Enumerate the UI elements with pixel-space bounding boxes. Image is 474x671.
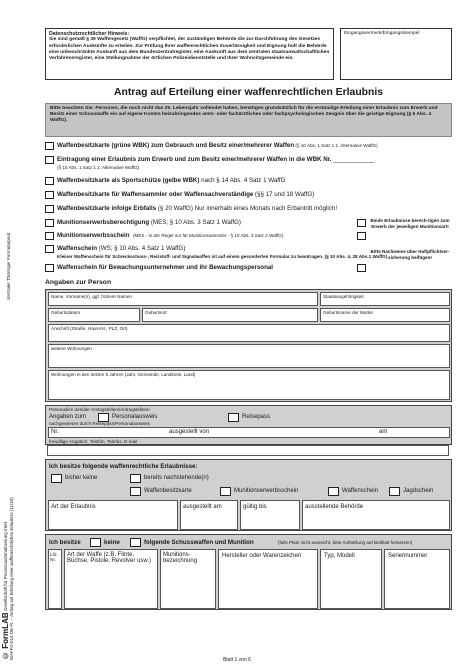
passport-checkbox[interactable] — [228, 413, 239, 422]
document-number-label: Nr. — [51, 429, 59, 435]
previous-residences-field[interactable] — [48, 370, 450, 400]
option-legal-ref: (MES - in der Regel nur für Munitionssammler - § 10 Abs. 3 Satz 2 WaffG) — [133, 233, 284, 238]
weapon-type-col[interactable] — [64, 549, 158, 609]
permit-option-carry-license[interactable] — [45, 245, 387, 260]
permits-section-title: Ich besitze folgende waffenrechtliche Erlaubnisse: — [49, 463, 198, 470]
applicant-header: Personalien des/der Antragstellers/Antragstellerin — [49, 407, 150, 412]
column-header: Lfd. Nr. — [50, 552, 58, 562]
form-id: WAFFG-014-DE-FL – Antrag auf Erteilung einer waffenrechtlichen Erlaubnis (11/10) — [9, 497, 14, 660]
permit-option-ammo-license[interactable] — [45, 232, 283, 240]
valid-until-cell[interactable] — [240, 500, 300, 530]
ammo-designation-col[interactable] — [160, 549, 216, 609]
column-header: ausgestellt am — [183, 504, 222, 510]
option-label: Munitionserwerbsschein — [57, 232, 130, 239]
privacy-notice-body: Sie sind gemäß § 39 Waffengesetz (WaffG) verpflichtet, der zuständigen Behörde die zur Durchführung des Gesetzes erforderlichen Auskünfte zu erteilen. Zur Prüfung Ihrer waffenrechtlichen Zuverlässigkeit und Eignung holt die Behörde eine unbeschränkte Auskunft aus dem Bundeszentralregister, eine Auskunft aus dem zentralen staatsanwaltschaftlichen Verfahrensregister, eine Stellungnahme der örtlichen Polizeidienststelle und Ihrer Wohnsitzgemeinde ein. — [49, 37, 330, 62]
serial-number-col[interactable] — [48, 549, 62, 609]
following-weapons-checkbox[interactable] — [130, 538, 141, 547]
column-header: Art der Waffe (z.B. Flinte, Büchse, Pistole, Revolver usw.) — [67, 552, 152, 564]
id-data-label: Angaben zum — [49, 414, 87, 420]
weapons-title: folgende Schusswaffen und Munition — [144, 539, 254, 546]
option-label: Eintragung einer Erlaubnis zum Erwerb und zum Besitz einer/mehrerer Waffen in die WBK Nr. — [57, 156, 332, 163]
ammo-license-checkbox-right[interactable] — [357, 232, 366, 240]
birth-date-label: Geburtsdatum — [51, 310, 81, 315]
page-number: Blatt 1 von 6 — [223, 657, 251, 663]
issued-by-label: ausgestellt von — [169, 429, 210, 435]
existing-permits-checkbox[interactable] — [130, 474, 141, 483]
no-weapons-checkbox[interactable] — [90, 538, 101, 547]
publisher-company: Gesellschaft für Prozessautomatisierung mbH — [3, 521, 8, 612]
no-weapons-label: keine — [104, 539, 120, 546]
insurance-side-note: Bitte Nachweise über Haftpflichtver-sicherung beifügen! — [370, 249, 450, 260]
ammo-authorization-checkbox-right[interactable] — [357, 219, 366, 227]
citizenship-field[interactable] — [320, 292, 450, 306]
privacy-notice — [45, 28, 334, 80]
mes-label: Munitionserwerbsschein — [234, 488, 299, 494]
wbk-checkbox[interactable] — [130, 487, 141, 496]
document-details-row[interactable] — [48, 427, 450, 438]
other-residences-field[interactable] — [48, 344, 450, 368]
option-note: Kleiner Waffenschein für Schreckschuss-, Reizstoff- und Signalwaffen ist auf einem gesonderten Formular zu beantragen. (§ 10 Abs. 4, 28 Abs.1 WaffG) — [57, 253, 388, 259]
weapons-note: (falls Platz nicht ausreicht, bitte Aufstellung auf Beiblatt fortsetzen) — [278, 540, 413, 545]
mother-name-field[interactable] — [320, 308, 450, 322]
existing-permits-label: bereits nachstehende(n) — [144, 475, 209, 481]
ammo-side-note: Beide Erlaubnisse berech-tigen zum Erwerb der jeweiligen Munitionsart! — [370, 218, 450, 229]
checkbox[interactable] — [45, 232, 54, 240]
contact-label: freiwillige Angaben: Telefon, Telefax, E-mail — [49, 439, 138, 444]
permit-type-list — [45, 140, 452, 273]
option-label: Waffenbesitzkarte infolge Erbfalls — [57, 205, 157, 212]
name-field[interactable] — [48, 292, 318, 306]
checkbox[interactable] — [45, 156, 54, 164]
column-header: gültig bis — [243, 504, 267, 510]
option-legal-ref: (MES; § 10 Abs. 3 Satz 1 WaffG) — [149, 219, 241, 226]
issuing-authority-cell[interactable] — [302, 500, 450, 530]
distribution-note: zentraler Thüringer Formularpool — [6, 232, 11, 300]
model-col[interactable] — [320, 549, 382, 609]
column-header: Munitions-bezeichnung — [163, 552, 198, 564]
hunting-license-checkbox[interactable] — [389, 487, 400, 496]
column-header: Art der Erlaubnis — [51, 504, 96, 510]
brand-prefix: © Form — [1, 628, 10, 660]
checkbox[interactable] — [45, 219, 54, 227]
column-header: ausstellende Behörde — [305, 504, 364, 510]
wbk-label: Waffenbesitzkarte — [144, 488, 192, 494]
person-form — [45, 289, 452, 402]
option-label: Waffenschein für Bewachungsunternehmer und ihr Bewachungspersonal — [57, 264, 274, 271]
permit-option-security-carry-license[interactable] — [45, 264, 273, 272]
name-label: Name, Vorname(n), ggf. frühere Namen — [51, 294, 132, 299]
option-label: Waffenschein — [57, 245, 97, 252]
option-legal-ref: (§ 20 WaffG) Nur innerhalb eines Monats nach Erbantritt möglich! — [156, 205, 338, 212]
no-permits-label: bisher keine — [65, 475, 98, 481]
column-header: Seriennummer — [388, 553, 428, 559]
option-legal-ref: (§§ 17 und 18 WaffG) — [253, 191, 315, 198]
checkbox[interactable] — [45, 245, 54, 253]
wbk-number-field[interactable]: ____________ — [331, 156, 375, 163]
address-field[interactable] — [48, 324, 450, 342]
option-legal-ref: (§ 10 Abs. 1 Satz 1 1. Alternative WaffG) — [294, 143, 378, 148]
contact-field[interactable] — [47, 445, 449, 456]
option-label: Munitionserwerbsberechtigung — [57, 219, 150, 226]
checkbox[interactable] — [45, 142, 54, 150]
person-section-title: Angaben zur Person — [45, 279, 112, 286]
column-header: Hersteller oder Warenzeichen — [222, 553, 302, 559]
address-label: Anschrift (Straße, Haus-Nr., PLZ, Ort) — [51, 326, 128, 331]
document-header: nachgewiesen durch Reisepass/Personalausweis — [49, 421, 150, 426]
option-legal-ref: (§ 10 Abs. 1 Satz 1 2. Alternative WaffG) — [57, 164, 140, 170]
option-label: Waffenbesitzkarte (grüne WBK) zum Gebrauch und Besitz einer/mehrerer Waffen — [57, 142, 295, 149]
permit-option-collector-wbk[interactable] — [45, 191, 314, 199]
receipt-stamp-box[interactable] — [340, 28, 452, 80]
birth-place-field[interactable] — [142, 308, 318, 322]
birth-place-label: Geburtsort — [145, 310, 167, 315]
other-residences-label: weitere Wohnungen — [51, 346, 92, 351]
page-title: Antrag auf Erteilung einer waffenrechtlichen Erlaubnis — [113, 87, 384, 98]
ws-label: Waffenschein — [342, 488, 379, 494]
security-carry-checkbox-right[interactable] — [357, 264, 366, 272]
brand-suffix: LAB — [1, 612, 10, 629]
issued-on-label: am — [379, 429, 388, 435]
hunting-license-label: Jagdschein — [403, 488, 434, 494]
permit-option-wbk-entry[interactable] — [45, 156, 375, 171]
permit-option-green-wbk[interactable] — [45, 142, 378, 150]
checkbox[interactable] — [45, 205, 54, 213]
weapons-form — [45, 534, 452, 610]
birth-date-field[interactable] — [48, 308, 140, 322]
ws-checkbox[interactable] — [328, 487, 339, 496]
checkbox[interactable] — [45, 191, 54, 199]
citizenship-label: Staatsangehörigkeit — [323, 294, 364, 299]
issued-date-cell[interactable] — [180, 500, 238, 530]
permit-option-yellow-wbk[interactable] — [45, 177, 285, 185]
publisher-imprint — [3, 420, 29, 660]
checkbox[interactable] — [45, 177, 54, 185]
privacy-notice-title: Datenschutzrechtlicher Hinweis: — [49, 31, 130, 37]
permit-type-cell[interactable] — [48, 500, 178, 530]
existing-permits-form — [45, 459, 452, 531]
option-legal-ref: (WS; § 10 Abs. 4 Satz 1 WaffG) — [97, 245, 186, 252]
no-permits-checkbox[interactable] — [51, 474, 62, 483]
previous-residences-label: Wohnungen in den letzten 5 Jahren (Jahr, Gemeinde, Landkreis, Land) — [51, 372, 196, 377]
column-header: Typ, Modell — [324, 553, 355, 559]
option-legal-ref: nach § 14 Abs. 4 Satz 1 WaffG — [199, 177, 286, 184]
personal-id-label: Personalausweis — [112, 414, 158, 420]
receipt-stamp-label: Eingangsvermerk/Eingangsstempel — [344, 31, 420, 36]
serial-col[interactable] — [384, 549, 450, 609]
age-instructions: Bitte beachten Sie: Personen, die noch nicht das 25. Lebensjahr vollendet haben, benötigen grundsätzlich für die erstmalige Erteilung einer Erlaubnis zum Erwerb und Besitz einer Schusswaffe ein auf eigene Kosten beizubringendes amts- oder fachärztliches oder fachpsychologisches Zeugnis über die geistige Eignung (§ 6 Abs. 4 WaffG). — [45, 103, 452, 137]
option-label: Waffenbesitzkarte als Sportschütze (gelbe WBK) — [57, 177, 200, 184]
id-document-form — [45, 405, 452, 445]
option-label: Waffenbesitzkarte für Waffensammler oder Waffensachverständige — [57, 191, 254, 198]
mes-checkbox[interactable] — [220, 487, 231, 496]
permit-option-inheritance-wbk[interactable] — [45, 205, 337, 213]
passport-label: Reisepass — [242, 414, 271, 420]
permit-option-ammo-authorization[interactable] — [45, 219, 241, 227]
manufacturer-col[interactable] — [218, 549, 318, 609]
checkbox[interactable] — [45, 264, 54, 272]
weapons-prefix: Ich besitze — [49, 539, 81, 546]
mother-name-label: Geburtsname der Mutter — [323, 310, 374, 315]
